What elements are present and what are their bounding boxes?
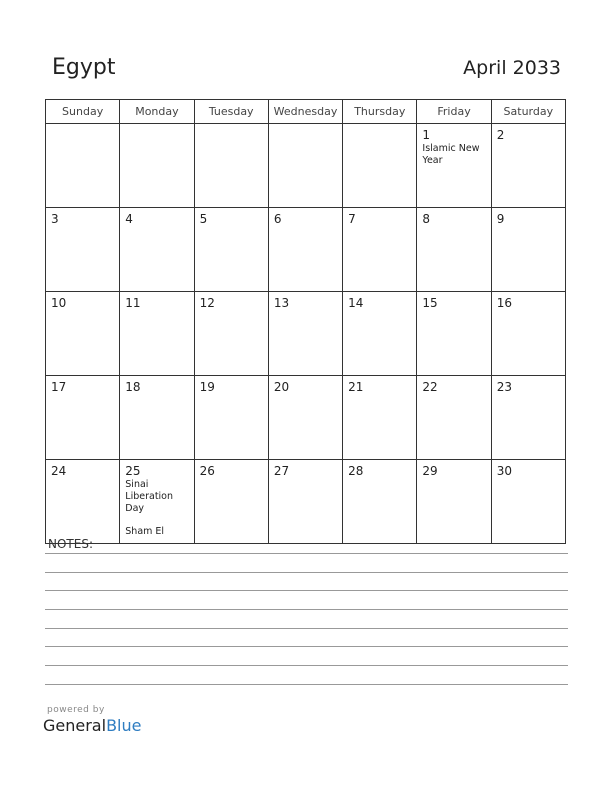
day-number: 11 (125, 296, 141, 310)
calendar-week-row (46, 292, 566, 376)
calendar-day-cell (343, 292, 417, 376)
calendar-day-cell (46, 460, 120, 544)
brand-name-blue: Blue (106, 716, 142, 735)
notes-line (45, 590, 568, 591)
day-number: 17 (51, 380, 67, 394)
day-number: 15 (422, 296, 438, 310)
calendar-day-cell (120, 208, 194, 292)
day-number: 27 (273, 464, 290, 478)
calendar-day-cell (120, 376, 194, 460)
weekday-header-row (46, 100, 566, 124)
month-title: April 2033 (463, 57, 561, 79)
day-number: 24 (51, 464, 67, 478)
day-number: 7 (348, 212, 356, 226)
day-number: 9 (496, 212, 505, 226)
day-number: 2 (496, 128, 505, 142)
brand-logo (43, 716, 141, 735)
calendar-empty-cell (194, 124, 268, 208)
calendar-day-cell (491, 292, 565, 376)
calendar-empty-cell (46, 124, 120, 208)
holiday-event: Sham El (125, 526, 165, 537)
country-title: Egypt (52, 55, 116, 80)
weekday-sunday: Sunday (46, 100, 120, 124)
day-number: 23 (496, 380, 512, 394)
day-number: 4 (125, 212, 133, 226)
weekday-saturday: Saturday (491, 100, 565, 124)
day-number: 30 (496, 464, 512, 478)
calendar-day-cell (194, 208, 268, 292)
calendar-week-row (46, 208, 566, 292)
weekday-thursday: Thursday (343, 100, 417, 124)
notes-line (45, 628, 568, 629)
day-number: 5 (199, 212, 208, 226)
calendar-day-cell (268, 460, 342, 544)
calendar-week-row (46, 376, 566, 460)
notes-line (45, 684, 568, 685)
calendar-day-cell (194, 376, 268, 460)
calendar-day-cell (491, 460, 565, 544)
day-number: 16 (496, 296, 512, 310)
day-number: 6 (273, 212, 282, 226)
calendar-empty-cell (120, 124, 194, 208)
day-number: 18 (125, 380, 141, 394)
calendar-day-cell (343, 376, 417, 460)
calendar-week-row (46, 460, 566, 544)
calendar-empty-cell (268, 124, 342, 208)
brand-name-general: General (43, 716, 107, 735)
calendar-day-cell (194, 292, 268, 376)
calendar-day-cell (194, 460, 268, 544)
notes-label: NOTES: (48, 537, 93, 551)
notes-line (45, 572, 568, 573)
calendar-day-cell (268, 376, 342, 460)
day-number: 1 (422, 128, 431, 142)
day-number: 12 (199, 296, 215, 310)
calendar-day-cell (417, 292, 491, 376)
calendar-day-cell (120, 292, 194, 376)
day-number: 14 (348, 296, 364, 310)
calendar-day-cell (46, 376, 120, 460)
powered-by-text: powered by (47, 705, 105, 715)
day-number: 20 (273, 380, 290, 394)
day-number: 25 (125, 464, 141, 478)
day-number: 3 (51, 212, 59, 226)
calendar-day-cell (343, 460, 417, 544)
day-number: 21 (348, 380, 364, 394)
calendar-week-row (46, 124, 566, 208)
calendar-day-cell (491, 124, 565, 208)
weekday-monday: Monday (120, 100, 194, 124)
day-number: 13 (273, 296, 290, 310)
calendar-day-cell (417, 376, 491, 460)
notes-line (45, 609, 568, 610)
weekday-tuesday: Tuesday (194, 100, 268, 124)
calendar-day-cell (268, 292, 342, 376)
holiday-event: Sinai Liberation Day (125, 479, 174, 514)
notes-line (45, 665, 568, 666)
calendar-day-cell (417, 124, 491, 208)
day-number: 22 (422, 380, 438, 394)
weekday-friday: Friday (417, 100, 491, 124)
calendar-day-cell (268, 208, 342, 292)
calendar-day-cell (120, 460, 194, 544)
day-number: 28 (348, 464, 364, 478)
calendar-day-cell (417, 460, 491, 544)
calendar-day-cell (343, 208, 417, 292)
calendar-day-cell (491, 376, 565, 460)
notes-line (45, 553, 568, 554)
calendar-day-cell (417, 208, 491, 292)
day-number: 19 (199, 380, 215, 394)
calendar-empty-cell (343, 124, 417, 208)
day-number: 29 (422, 464, 438, 478)
calendar-day-cell (46, 208, 120, 292)
calendar-day-cell (46, 292, 120, 376)
day-number: 8 (422, 212, 431, 226)
notes-line (45, 646, 568, 647)
weekday-wednesday: Wednesday (268, 100, 342, 124)
calendar-day-cell (491, 208, 565, 292)
day-number: 26 (199, 464, 215, 478)
holiday-event: Islamic New Year (422, 143, 480, 166)
day-number: 10 (51, 296, 67, 310)
calendar-grid (45, 99, 566, 544)
